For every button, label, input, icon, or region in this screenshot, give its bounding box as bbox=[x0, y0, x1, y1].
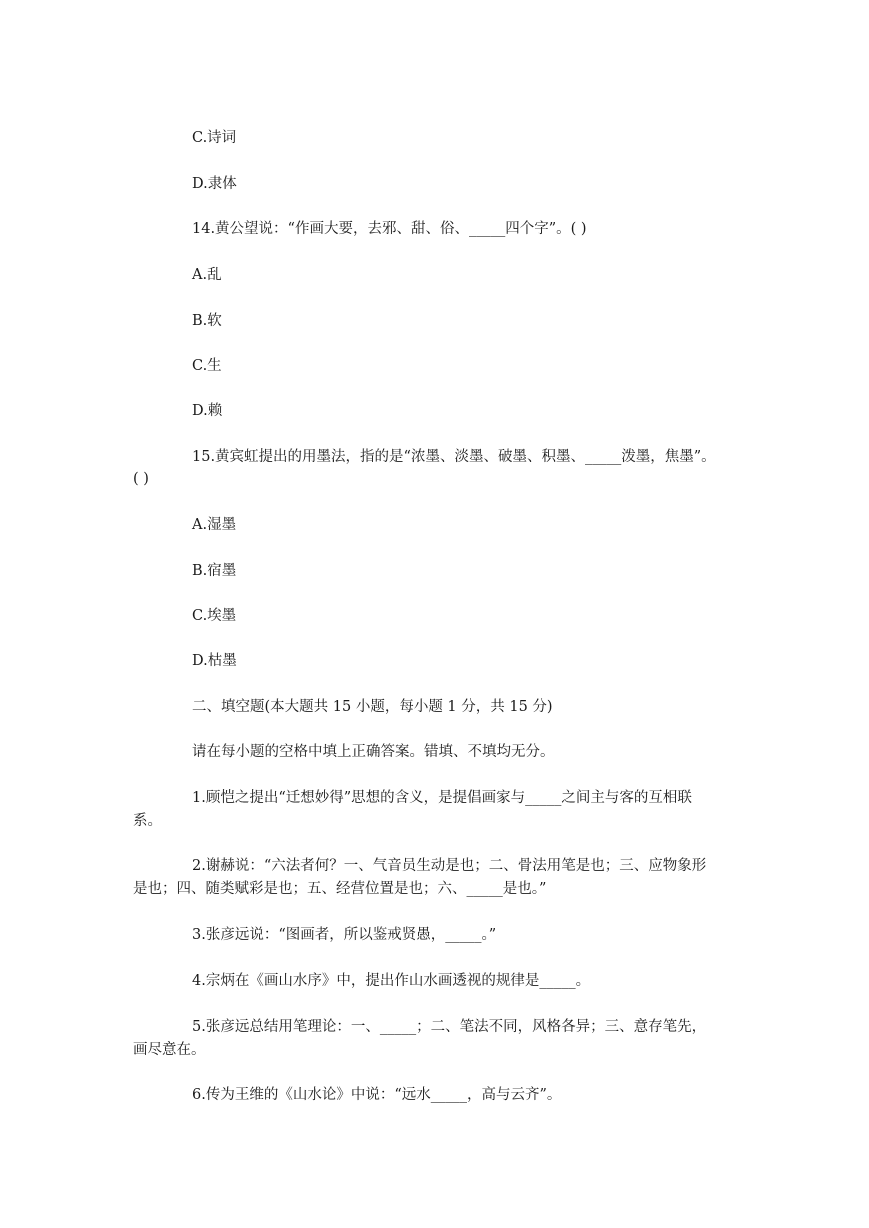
q15-option-d: D.枯墨 bbox=[192, 653, 237, 669]
section-instruction: 请在每小题的空格中填上正确答案。错填、不填均无分。 bbox=[192, 744, 555, 760]
fill-q5-continued: 画尽意在。 bbox=[133, 1042, 206, 1058]
q15-option-c: C.埃墨 bbox=[192, 608, 237, 624]
fill-q1: 1.顾恺之提出“迁想妙得”思想的含义，是提倡画家与_____之间主与客的互相联 bbox=[192, 790, 692, 806]
q15-stem-continued: ( ) bbox=[133, 471, 149, 487]
fill-q1-continued: 系。 bbox=[133, 813, 162, 829]
fill-q3: 3.张彦远说：“图画者，所以鉴戒贤愚，_____。” bbox=[192, 927, 497, 943]
q14-option-d: D.赖 bbox=[192, 403, 223, 419]
fill-q6: 6.传为王维的《山水论》中说：“远水_____，高与云齐”。 bbox=[192, 1087, 562, 1103]
fill-q2-continued: 是也；四、随类赋彩是也；五、经营位置是也；六、_____是也。” bbox=[133, 881, 547, 897]
section-heading: 二、填空题(本大题共 15 小题，每小题 1 分，共 15 分) bbox=[192, 699, 553, 715]
fill-q5: 5.张彦远总结用笔理论：一、_____；二、笔法不同，风格各异；三、意存笔先， bbox=[192, 1019, 707, 1035]
q15-stem: 15.黄宾虹提出的用墨法，指的是“浓墨、淡墨、破墨、积墨、_____泼墨，焦墨”。 bbox=[192, 449, 716, 465]
q13-option-d: D.隶体 bbox=[192, 176, 237, 192]
q14-option-b: B.软 bbox=[192, 313, 222, 329]
q15-option-b: B.宿墨 bbox=[192, 563, 237, 579]
q14-option-c: C.生 bbox=[192, 358, 222, 374]
fill-q2: 2.谢赫说：“六法者何？一、气音员生动是也；二、骨法用笔是也；三、应物象形 bbox=[192, 858, 707, 874]
q15-option-a: A.湿墨 bbox=[192, 517, 237, 533]
fill-q4: 4.宗炳在《画山水序》中，提出作山水画透视的规律是_____。 bbox=[192, 973, 591, 989]
q14-stem: 14.黄公望说：“作画大要，去邪、甜、俗、_____四个字”。( ) bbox=[192, 221, 587, 237]
q13-option-c: C.诗词 bbox=[192, 130, 237, 146]
q14-option-a: A.乱 bbox=[192, 267, 222, 283]
